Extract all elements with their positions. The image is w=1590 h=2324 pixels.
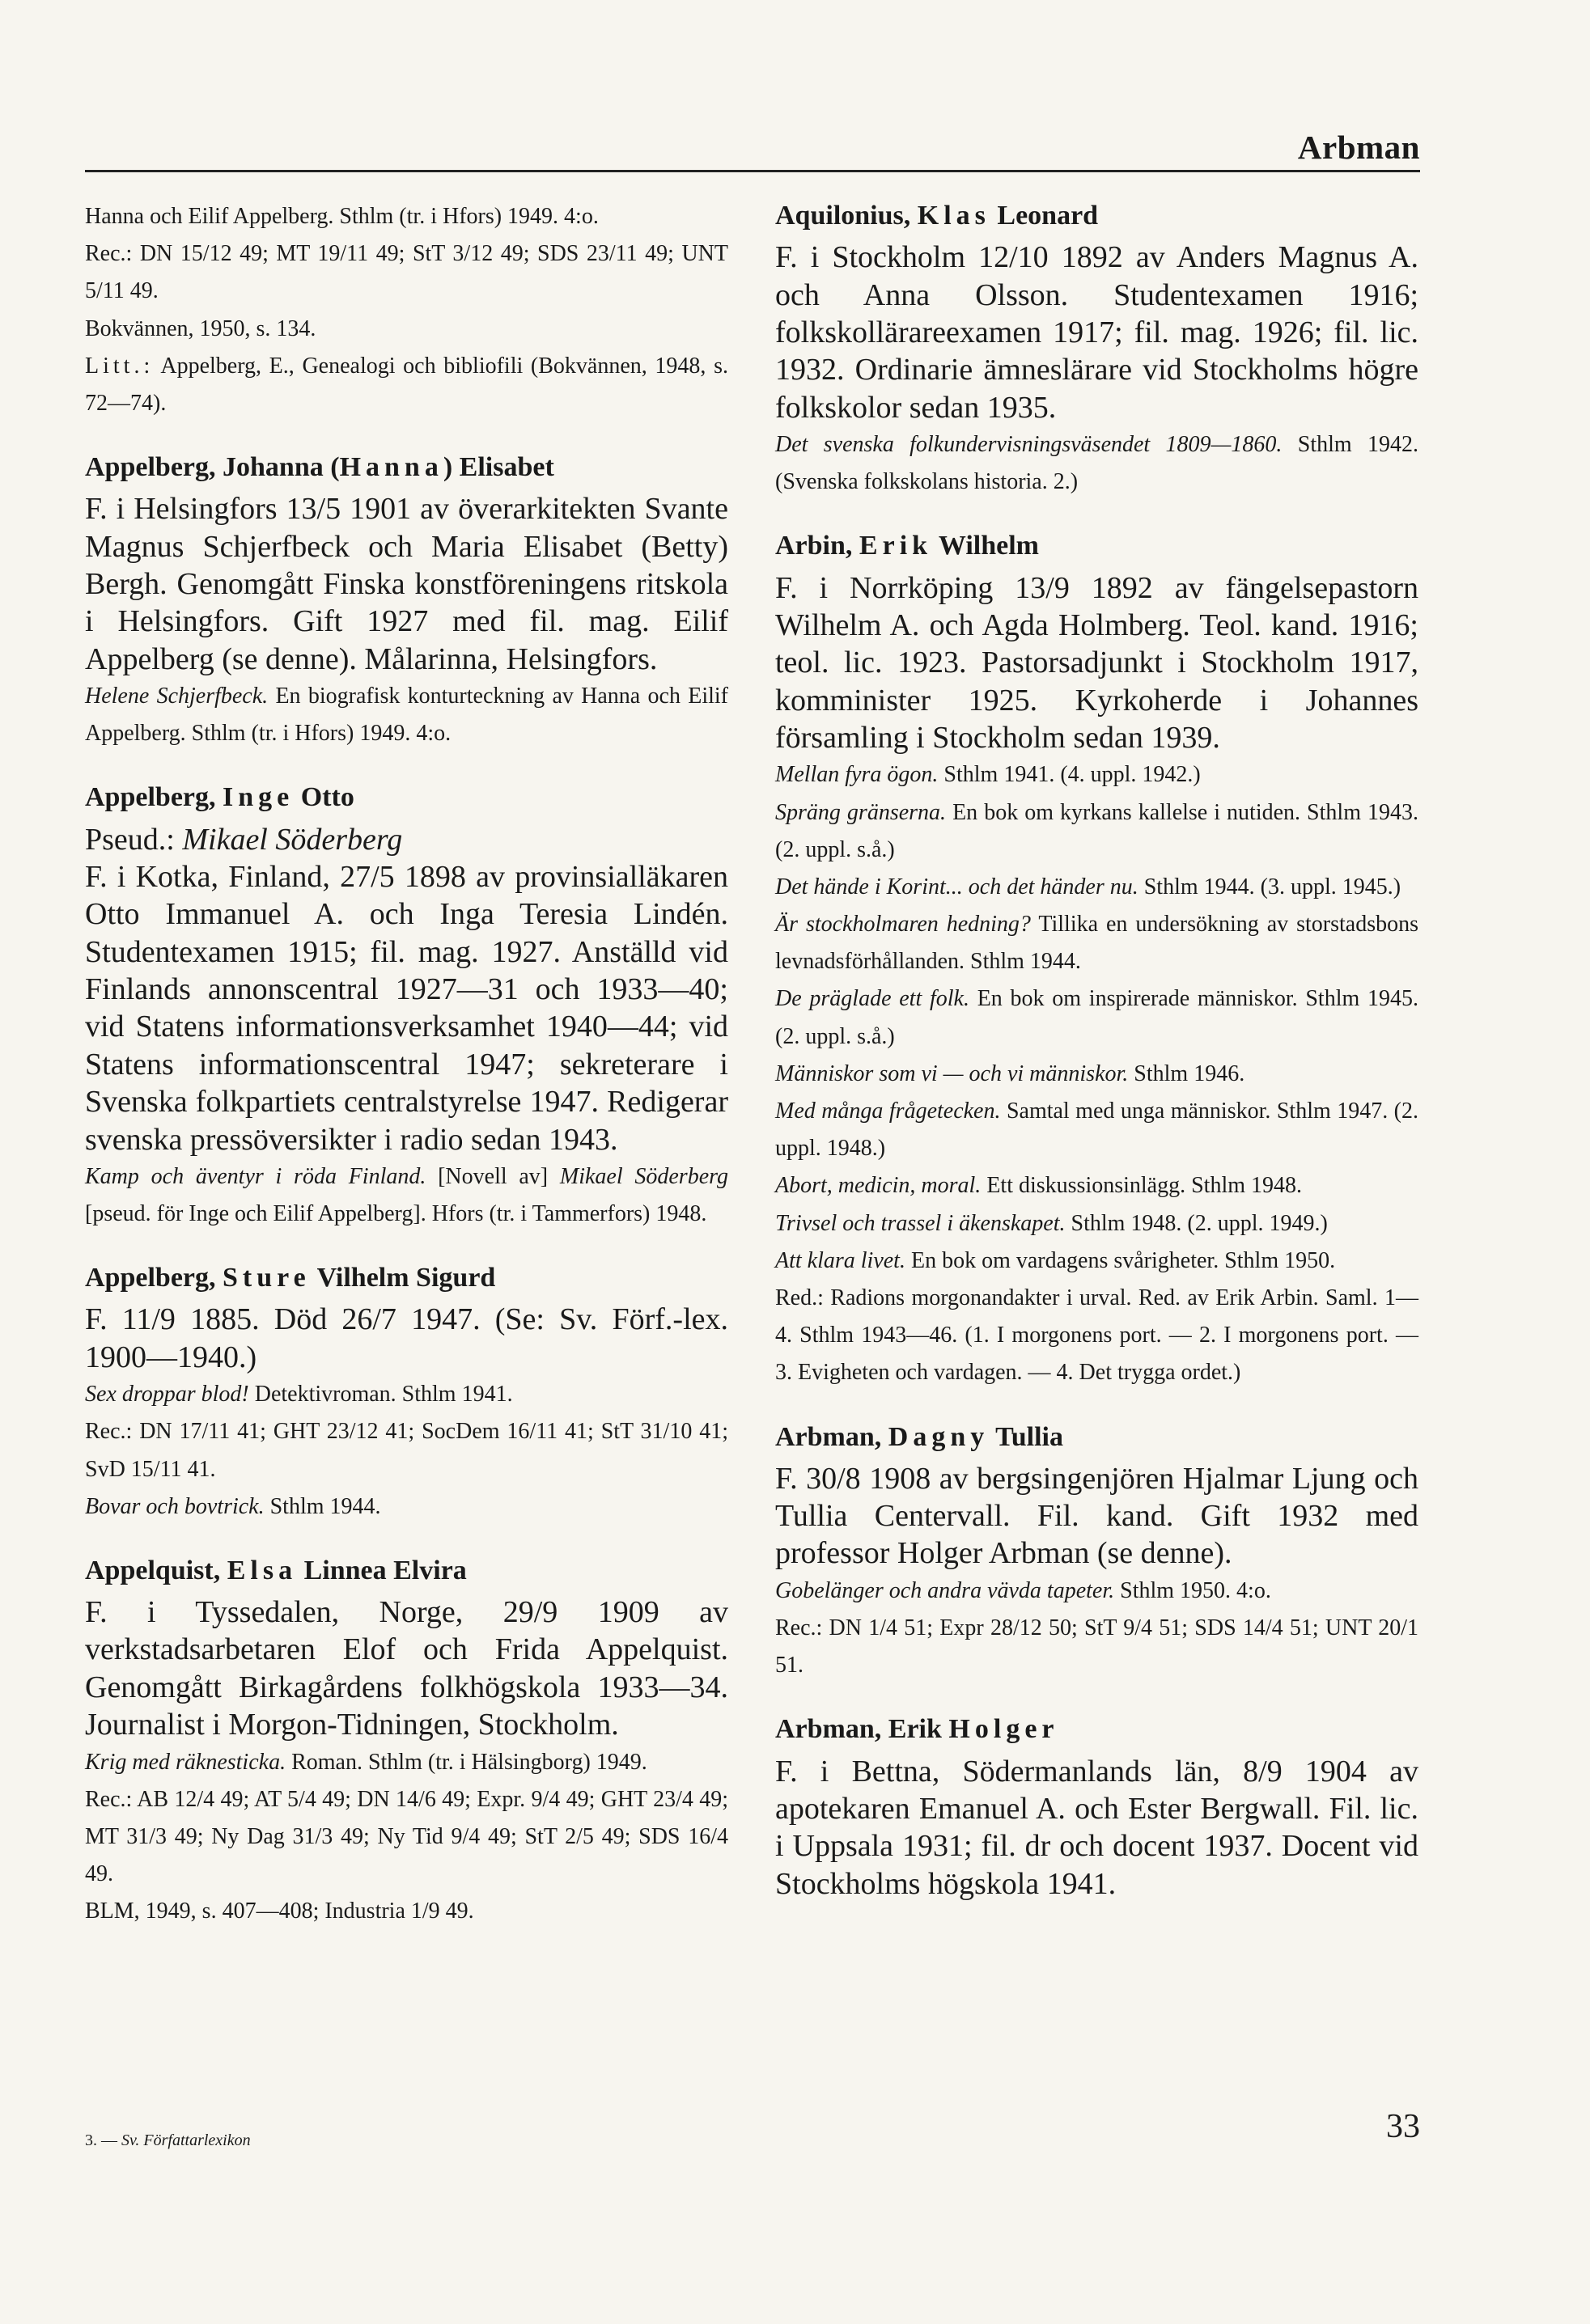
work-details: Sthlm 1950. 4:o. [1114, 1577, 1271, 1603]
headword-part: Appelquist, [85, 1555, 227, 1585]
work-details: Tillika en undersökning av storstadsbons levnadsförhållanden. Sthlm 1944. [775, 912, 1418, 975]
work-details: En bok om vardagens svårigheter. Sthlm 1950. [905, 1247, 1336, 1273]
headword-spaced: Klas [917, 201, 990, 231]
pseudonym-label: Pseud.: [85, 822, 183, 857]
work-line [775, 756, 1418, 794]
work-title: Med många frågetecken. [775, 1099, 1001, 1124]
header-rule [85, 170, 1420, 172]
review-line: BLM, 1949, s. 407—408; Industria 1/9 49. [85, 1899, 474, 1924]
headword-spaced: Elsa [227, 1555, 298, 1585]
headword-part: Otto [294, 782, 354, 813]
entry-headword [775, 198, 1418, 234]
entry-aquilonius-klas [775, 198, 1418, 501]
work-line [85, 1744, 728, 1781]
work-line [85, 678, 728, 752]
entry-headword [85, 450, 728, 485]
entry-headword [85, 1260, 728, 1296]
work-line [775, 1093, 1418, 1167]
work-title: Trivsel och trassel i äkenskapet. [775, 1210, 1066, 1236]
review-line: Rec.: DN 15/12 49; MT 19/11 49; StT 3/12 49; SDS 23/11 49; UNT 5/11 49. [85, 241, 728, 304]
work-details: Detektivroman. Sthlm 1941. [248, 1382, 513, 1408]
litt-label: Litt.: [85, 353, 155, 379]
headword-part: ) Elisabet [443, 452, 554, 483]
entry-headword [775, 1712, 1418, 1747]
work-details: Sthlm 1948. (2. uppl. 1949.) [1065, 1210, 1328, 1236]
headword-spaced: Hanna [339, 452, 443, 483]
page-number: 33 [1386, 2108, 1420, 2145]
headword-part: Appelberg, Johanna ( [85, 452, 340, 483]
work-details: Samtal med unga människor. Sthlm 1947. (2. uppl. 1948.) [775, 1099, 1418, 1162]
work-line: Hanna och Eilif Appelberg. Sthlm (tr. i Hfors) 1949. 4:o. [85, 204, 599, 229]
review-line: Rec.: DN 17/11 41; GHT 23/12 41; SocDem 16/11 41; StT 31/10 41; SvD 15/11 41. [85, 1419, 728, 1482]
work-line [775, 1167, 1418, 1204]
work-details: Ett diskussionsinlägg. Sthlm 1948. [981, 1173, 1303, 1199]
litt-text: Appelberg, E., Genealogi och bibliofili (Bokvännen, 1948, s. 72—74). [85, 353, 728, 416]
headword-part: Appelberg, [85, 782, 223, 813]
entry-biography: F. i Tyssedalen, Norge, 29/9 1909 av verkstadsarbetaren Elof och Frida Appelquist. Genomgått Birkagårdens folkhögskola 1933—34. Journalist i Morgon-Tidningen, Stockholm. [85, 1595, 728, 1742]
entry-appelberg-inge [85, 780, 728, 1233]
headword-part: Aquilonius, [775, 201, 918, 231]
work-line [775, 1242, 1418, 1280]
work-title: Det svenska folkundervisningsväsendet 1809—1860. [775, 431, 1283, 457]
headword-part: Arbman, [775, 1421, 888, 1452]
work-details: [Novell av] [426, 1163, 560, 1189]
right-column [775, 198, 1418, 1930]
headword-part: Arbman, Erik [775, 1714, 949, 1745]
work-title: Sex droppar blod! [85, 1382, 249, 1408]
headword-spaced: Dagny [888, 1421, 990, 1452]
work-line [775, 1056, 1418, 1093]
entry-appelberg-johanna [85, 450, 728, 752]
headword-spaced: Erik [859, 531, 933, 561]
entry-continued [85, 198, 728, 422]
literature-line [85, 348, 728, 422]
headword-part: Leonard [990, 201, 1099, 231]
work-title: Att klara livet. [775, 1247, 905, 1273]
pseudonym-name: Mikael Söderberg [182, 822, 403, 857]
work-title: Mikael Söderberg [559, 1163, 728, 1189]
entry-appelquist-elsa [85, 1553, 728, 1931]
headword-spaced: Inge [223, 782, 295, 813]
entry-biography: F. i Stockholm 12/10 1892 av Anders Magnus A. och Anna Olsson. Studentexamen 1916; folkskollärareexamen 1917; fil. mag. 1926; fil. lic. 1932. Ordinarie ämneslärare vid Stockholms högre folkskolor sedan 1935. [775, 240, 1418, 425]
work-line [775, 906, 1418, 980]
work-title: Abort, medicin, moral. [775, 1173, 982, 1199]
work-line [775, 869, 1418, 906]
work-title: De präglade ett folk. [775, 986, 969, 1012]
entry-biography: F. i Norrköping 13/9 1892 av fängelsepastorn Wilhelm A. och Agda Holmberg. Teol. kand. 1916; teol. lic. 1923. Pastorsadjunkt i Stockholm 1917, komminister 1925. Kyrkoherde i Johannes församling i Stockholm sedan 1939. [775, 570, 1418, 755]
entry-headword [85, 780, 728, 815]
review-line: Rec.: AB 12/4 49; AT 5/4 49; DN 14/6 49; Expr. 9/4 49; GHT 23/4 49; MT 31/3 49; Ny Dag 31/3 49; Ny Tid 9/4 49; StT 2/5 49; SDS 16/4 49. [85, 1786, 728, 1887]
work-details: Sthlm 1944. (3. uppl. 1945.) [1138, 874, 1401, 900]
entry-biography: F. 30/8 1908 av bergsingenjören Hjalmar Ljung och Tullia Centervall. Fil. kand. Gift 1932 med professor Holger Arbman (se denne). [775, 1461, 1418, 1571]
footer-signature [85, 2131, 251, 2150]
entry-arbman-dagny [775, 1420, 1418, 1685]
entry-arbin-erik [775, 528, 1418, 1391]
work-details: [pseud. för Inge och Eilif Appelberg]. Hfors (tr. i Tammerfors) 1948. [85, 1201, 707, 1227]
headword-spaced: Holger [948, 1714, 1059, 1745]
headword-spaced: Sture [223, 1263, 311, 1293]
entry-biography: F. 11/9 1885. Död 26/7 1947. (Se: Sv. Förf.-lex. 1900—1940.) [85, 1302, 728, 1374]
work-details: En bok om inspirerade människor. Sthlm 1945. (2. uppl. s.å.) [775, 986, 1418, 1049]
headword-part: Wilhelm [932, 531, 1039, 561]
work-title: Helene Schjerfbeck. [85, 684, 269, 709]
entry-headword [85, 1553, 728, 1589]
review-line: Bokvännen, 1950, s. 134. [85, 315, 316, 341]
work-line [775, 1573, 1418, 1610]
footer-title: Sv. Författarlexikon [121, 2131, 251, 2149]
entry-biography: F. i Helsingfors 13/5 1901 av överarkitekten Svante Magnus Schjerfbeck och Maria Elisabet (Betty) Bergh. Genomgått Finska konstföreningens ritskola i Helsingfors. Gift 1927 med fil. mag. Eilif Appelberg (se denne). Målarinna, Helsingfors. [85, 492, 728, 676]
work-title: Människor som vi — och vi människor. [775, 1060, 1129, 1086]
work-title: Krig med räknesticka. [85, 1749, 286, 1775]
entry-arbman-erik-holger [775, 1712, 1418, 1903]
headword-part: Tullia [989, 1421, 1063, 1452]
headword-part: Vilhelm Sigurd [310, 1263, 496, 1293]
running-head: Arbman [1297, 129, 1420, 166]
work-details: En biografisk konturteckning av Hanna och Eilif Appelberg. Sthlm (tr. i Hfors) 1949. 4:o. [85, 684, 728, 747]
work-line [775, 426, 1418, 501]
headword-part: Arbin, [775, 531, 859, 561]
work-line [85, 1158, 728, 1233]
work-title: Är stockholmaren hedning? [775, 912, 1031, 938]
work-line [775, 794, 1418, 869]
work-title: Kamp och äventyr i röda Finland. [85, 1163, 426, 1189]
left-column [85, 198, 728, 1958]
work-details: En bok om kyrkans kallelse i nutiden. Sthlm 1943. (2. uppl. s.å.) [775, 799, 1418, 862]
work-title: Spräng gränserna. [775, 799, 947, 825]
work-line [85, 1488, 728, 1526]
work-title: Gobelänger och andra vävda tapeter. [775, 1577, 1115, 1603]
footer-sig-number: 3. — [85, 2131, 117, 2149]
work-details: Roman. Sthlm (tr. i Hälsingborg) 1949. [286, 1749, 647, 1775]
entry-appelberg-sture [85, 1260, 728, 1526]
work-line [775, 980, 1418, 1055]
entry-biography: F. i Kotka, Finland, 27/5 1898 av provinsialläkaren Otto Immanuel A. och Inga Teresia Lindén. Studentexamen 1915; fil. mag. 1927. Anställd vid Finlands annonscentral 1927—31 och 1933—40; vid Statens informationsverksamhet 1940—44; vid Statens informationscentral 1947; sekreterare i Svenska folkpartiets centralstyrelse 1947. Redigerar svenska pressöversikter i radio sedan 1943. [85, 860, 728, 1157]
headword-part: Linnea Elvira [297, 1555, 467, 1585]
review-line: Rec.: DN 1/4 51; Expr 28/12 50; StT 9/4 51; SDS 14/4 51; UNT 20/1 51. [775, 1615, 1418, 1678]
work-line [775, 1205, 1418, 1242]
headword-part: Appelberg, [85, 1263, 223, 1293]
work-details: Sthlm 1941. (4. uppl. 1942.) [938, 762, 1201, 788]
work-title: Bovar och bovtrick. [85, 1493, 265, 1519]
work-details: Sthlm 1942. (Svenska folkskolans historia. 2.) [775, 431, 1418, 495]
work-title: Mellan fyra ögon. [775, 762, 939, 788]
entry-headword [775, 1420, 1418, 1455]
work-details: Sthlm 1944. [264, 1493, 381, 1519]
work-title: Det hände i Korint... och det händer nu. [775, 874, 1138, 900]
work-details: Sthlm 1946. [1128, 1060, 1245, 1086]
pseudonym-line [85, 821, 728, 858]
entry-headword [775, 528, 1418, 564]
editor-line: Red.: Radions morgonandakter i urval. Red. av Erik Arbin. Saml. 1—4. Sthlm 1943—46. (1. I morgonens port. — 2. I morgonens port. — 3. Evigheten och vardagen. — 4. Det trygga ordet.) [775, 1285, 1418, 1386]
work-line [85, 1376, 728, 1413]
entry-biography: F. i Bettna, Södermanlands län, 8/9 1904 av apotekaren Emanuel A. och Ester Bergwall. Fil. lic. i Uppsala 1931; fil. dr och docent 1937. Docent vid Stockholms högskola 1941. [775, 1754, 1418, 1901]
